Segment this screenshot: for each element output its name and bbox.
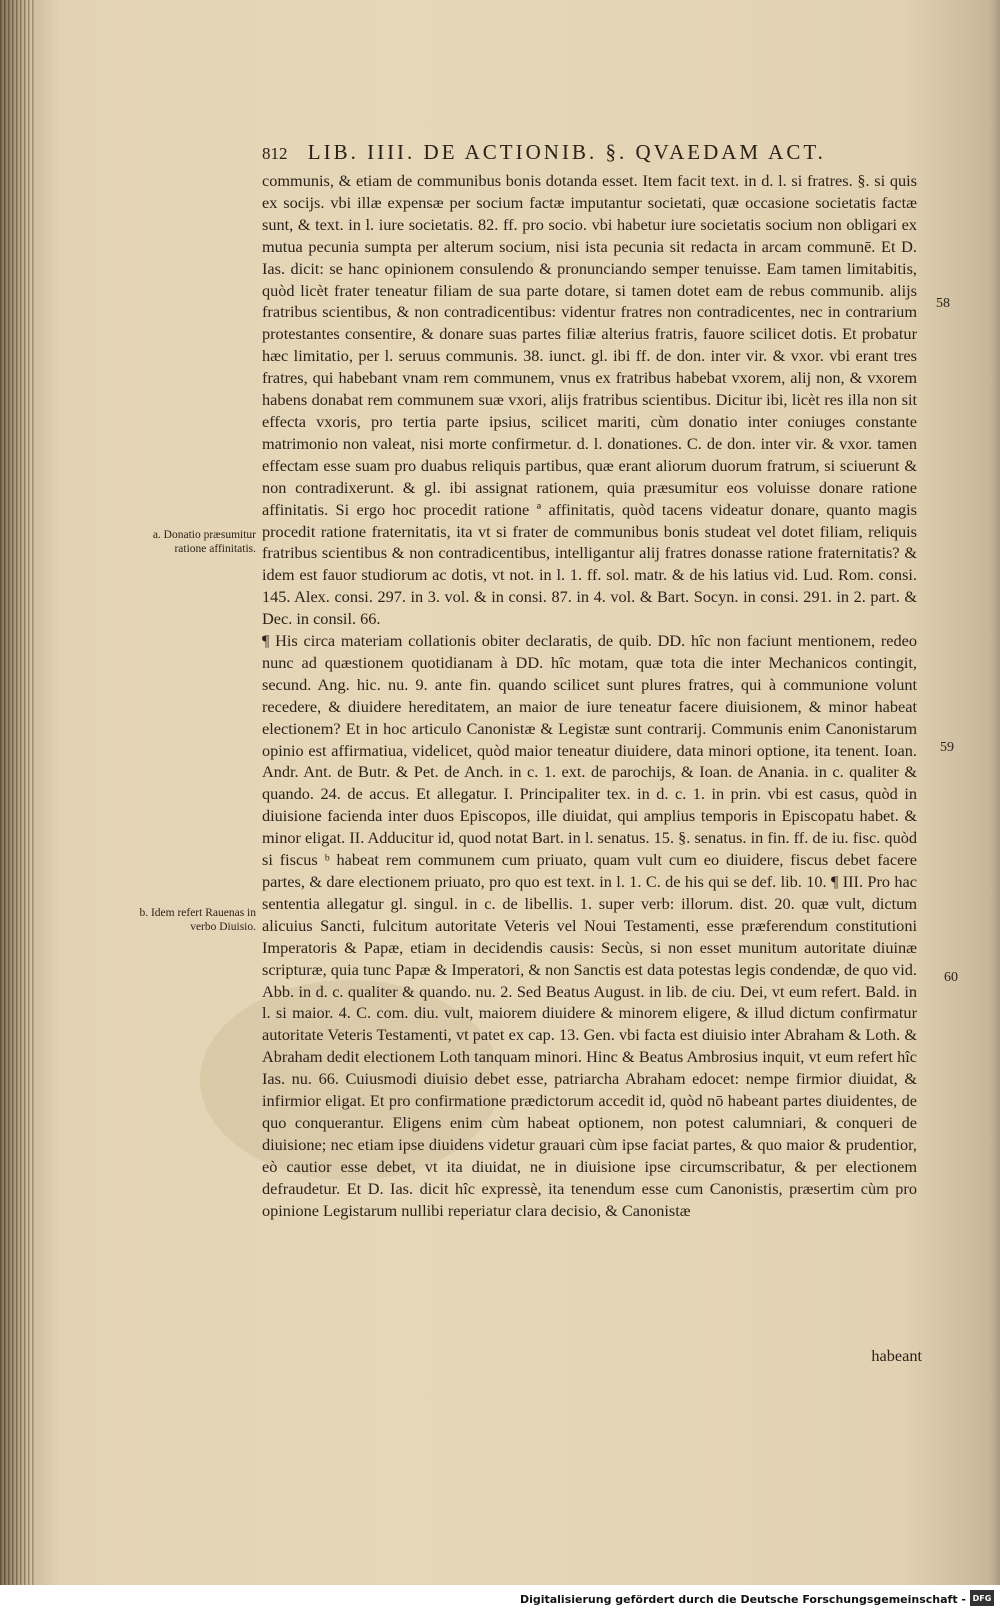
running-head — [262, 140, 902, 165]
margin-note-b: b. Idem refert Rauenas in verbo Diuisio. — [139, 907, 256, 933]
paragraph-2: ¶ His circa materiam collationis obiter declaratis, de quib. DD. hîc non faciunt mentionem, redeo nunc ad quæstionem quotidianam à DD. hîc motam, quæ tota die inter Mechanicos contingit, secund. Ang. hic. nu. 9. ante fin. quando scilicet sunt plures fratres, qui à communione volunt recedere, & diuidere hereditatem, an maior de iure teneatur facere diuisionem, & minor habeat electionem? Et in hoc articulo Canonistæ & Legistæ sunt contrarij. Communis enim Canonistarum opinio est affirmatiua, videlicet, quòd maior teneatur diuidere, data minori optione, ita tenent. Ioan. Andr. Ant. de Butr. & Pet. de Anch. in c. 1. ext. de parochijs, & Ioan. de Anania. in c. qualiter & quando. 24. de accus. Et allegatur. I. Principaliter tex. in d. c. 1. in prin. vbi est casus, quòd in diuisione facienda inter duos Episcopos, ille diuidat, qui amplius temporis in Episcopatu habet. & minor eligat. II. Adducitur id, quod notat Bart. in l. senatus. 15. §. senatus. in fin. ff. de iu. fisc. quòd si fiscus ᵇ habeat rem communem cum priuato, quam vult cum eo diuidere, fiscus debet facere partes, & dare electionem priuato, pro quo est text. in l. 1. C. de his qui se def. lib. 10. ¶ III. Pro hac sententia allegatur gl. singul. in c. de libellis. 1. super verb: illorum. dist. 20. quæ vult, dictum alicuius Sancti, fulcitum autoritate Veteris vel Noui Testamenti, esse præferendum constitutioni Imperatoris & Papæ, etiam in decidendis causis: Secùs, si non esset munitum autoritate diuinæ scripturæ, quia tunc Papæ & Imperatori, & non Sanctis est data potestas legis condendæ, de quo vid. Abb. in d. c. qualiter & quando. nu. 2. Sed Beatus August. in lib. de ciu. Dei, vt eum refert. Bald. in l. si maior. 4. C. com. diu. vult, maiorem diuidere & minorem eligere, & illud dictum confirmatur autoritate Veteris Testamenti, vt patet ex cap. 13. Gen. vbi facta est diuisio inter Abraham & Loth. & Abraham dedit electionem Loth tanquam minori. Hinc & Beatus Ambrosius inquit, vt eum refert hîc Ias. nu. 66. Cuiusmodi diuisio debet esse, patriarcha Abraham edocet: nempe firmior diuidat, & infirmior eligat. Et pro confirmatione prædictorum accedit id, quòd nō habeant partes diuidentes, de quo conquerantur. Eligens enim cùm habeat optionem, non potest calumniari, & conqueri de diuisione; nec etiam ipse diuidens videtur grauari cùm ipse faciat partes, & quo maior & prudentior, eò cautior esse debet, vt ita diuidat, ne in diuisione ipse circumscribatur, & per electionem defraudetur. Et D. Ias. dicit hîc expressè, ita tenendum esse cum Canonistis, præsertim cùm pro opinione Legistarum nullibi reperiatur clara decisio, & Canonistæ — [262, 631, 917, 1220]
dfg-logo-icon: DFG — [970, 1590, 994, 1606]
page-number: 812 — [262, 144, 288, 163]
footer-bar — [0, 1585, 1000, 1623]
margin-number-59: 59 — [940, 740, 954, 755]
funding-notice: Digitalisierung gefördert durch die Deutsche Forschungsgemeinschaft - — [519, 1593, 966, 1606]
catchword: habeant — [871, 1346, 922, 1365]
margin-number-60: 60 — [944, 970, 958, 985]
page-edges — [0, 0, 34, 1585]
paragraph-1: communis, & etiam de communibus bonis dotanda esset. Item facit text. in d. l. si fratres. §. si quis ex socijs. vbi illæ expensæ per socium factæ imputantur societati, quæ occasione societatis factæ sunt, & text. in l. iure societatis. 82. ff. pro socio. vbi habetur iure societatis socium non obligari ex mutua pecunia sumpta per alterum socium, nisi ista pecunia sit redacta in arcam communē. Et D. Ias. dicit: se hanc opinionem consulendo & pronunciando semper tenuisse. Eam tamen limitabitis, quòd licèt frater teneatur filiam de sua parte dotare, si tamen dotet eam de rebus communib. alijs fratribus scientibus, & non contradicentibus: videntur fratres non contradicentes, nec in contrarium protestantes consentire, & donare suas partes filiæ alterius fratris, fauore scilicet dotis. Et probatur hæc limitatio, per l. seruus communis. 38. iunct. gl. ibi ff. de don. inter vir. & vxor. vbi erant tres fratres, qui habebant vnam rem communem, vnus ex fratribus habebat vxorem, alij non, & vxorem habens donabat rem communem suæ vxori, alijs fratribus scientibus. Dicitur ibi, licèt res illa non sit effecta vxoris, pro tertia parte ipsius, scilicet mariti, cùm donatio inter coniuges constante matrimonio non valeat, nisi morte confirmetur. d. l. donationes. C. de don. inter vir. & vxor. tamen effectam esse suam pro duabus reliquis partibus, quæ erant aliorum duorum fratrum, si sciuerunt & non contradixerunt. & gl. ibi assignat rationem, quia præsumitur eos voluisse donare ratione affinitatis. Si ergo hoc procedit ratione ª affinitatis, quòd tacens videatur donare, quanto magis procedit ratione fraternitatis, ita vt si frater de communibus bonis studeat vel dotet filiam, reliquis fratribus scientibus & non contradicentibus, intelligantur alij fratres donasse ratione fraternitatis? & idem est fauor studiorum ac dotis, vt not. in l. 1. ff. sol. matr. & de his latius vid. Lud. Rom. consi. 145. Alex. consi. 297. in 3. vol. & in consi. 87. in 4. vol. & Bart. Socyn. in consi. 291. in 2. part. & Dec. in consil. 66. — [262, 171, 917, 629]
running-head-title: LIB. IIII. DE ACTIONIB. §. QVAEDAM ACT. — [307, 140, 826, 164]
margin-number-58: 58 — [936, 296, 950, 311]
margin-note-a: a. Donatio præsumitur ratione affinitatis. — [152, 529, 256, 555]
body-text — [262, 170, 917, 1222]
